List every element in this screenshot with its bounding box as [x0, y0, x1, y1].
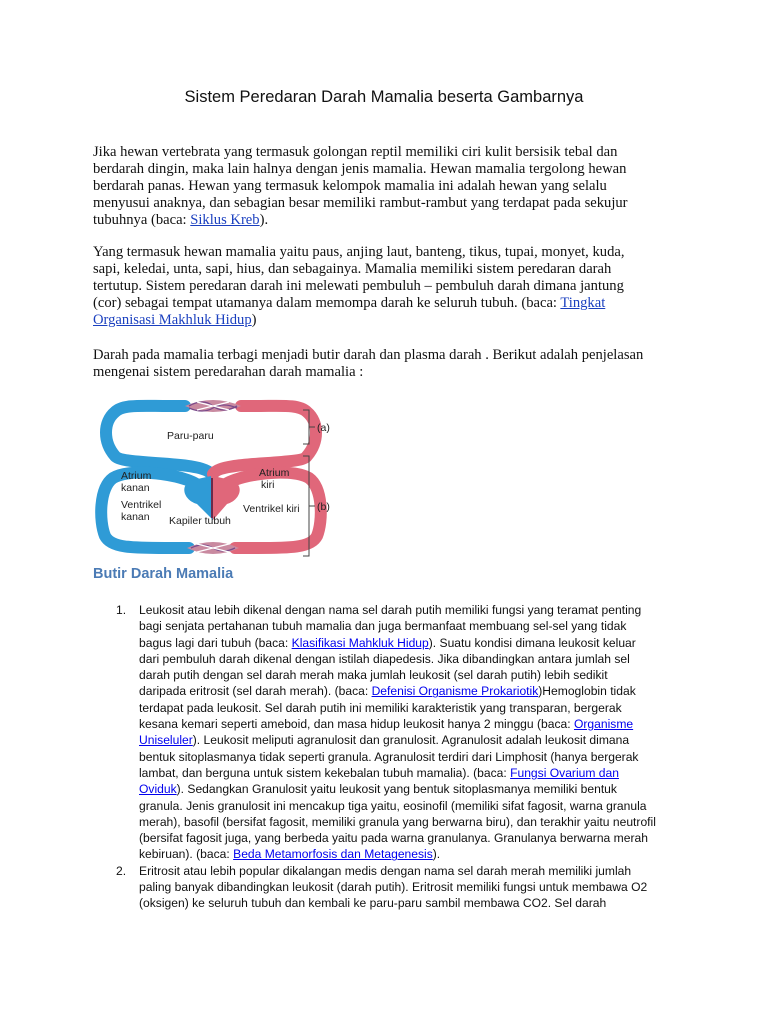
list-text: ). — [432, 847, 441, 862]
paragraph-intro — [93, 144, 653, 229]
link-ovarium[interactable]: Fungsi Ovarium dan Oviduk — [139, 765, 619, 797]
list-number: 1. — [116, 603, 127, 617]
list-text: ). Leukosit meliputi agranulosit dan granulosit. Agranulosit adalah leukosit dimana bentuk sitoplasmanya tidak seperti granula. Agranulosit terdiri dari Limphosit (hanya bergerak lambat, dan berguna untuk sistem kekebalan tubuh mamalia). (baca: — [139, 733, 639, 780]
paragraph-text-end: ) — [251, 312, 257, 328]
pulmonary-vessel-red — [213, 406, 316, 474]
link-tingkat-organisasi[interactable]: Tingkat Organisasi Makhluk Hidup — [93, 295, 606, 328]
link-prokariotik[interactable]: Defenisi Organisme Prokariotik — [371, 684, 539, 699]
paragraph-text: Jika hewan vertebrata yang termasuk golongan reptil memiliki ciri kulit bersisik tebal dan berdarah dingin, maka lain halnya dengan jenis mamalia. Hewan mamalia tergolong hewan berdarah panas. Hewan yang termasuk kelompok mamalia ini adalah hewan yang selalu menyusui anaknya, dan sebagian besar memiliki rambut-rambut yang terdapat pada sekujur tubuhnya (baca: — [93, 144, 628, 228]
paragraph-mammal-types — [93, 244, 653, 329]
label-lungs: Paru-paru — [167, 430, 214, 442]
link-uniseluler[interactable]: Organisme Uniseluler — [139, 717, 634, 748]
label-left-ventricle: Ventrikel kiri — [243, 503, 300, 515]
list-text: ). Suatu kondisi dimana leukosit keluar dari pembuluh darah dikenal dengan istilah diapedesis. Jika dibandingkan antara jumlah sel darah putih dengan sel darah merah maka jumlah leukosit (sel darah putih) lebih sedikit daripada eritrosit (sel darah merah). (baca: — [139, 635, 636, 699]
heart-right-side — [184, 476, 213, 520]
paragraph-text-end: ). — [259, 212, 269, 228]
list-text: Leukosit atau lebih dikenal dengan nama sel darah putih memiliki fungsi yang teramat penting bagi senjata pertahanan tubuh mamalia dan juga bermanfaat membuang sel-sel yang tidak bagus lagi dari tubuh (baca: — [139, 603, 642, 650]
page-title: Sistem Peredaran Darah Mamalia beserta Gambarnya — [184, 88, 584, 106]
list-text: Eritrosit atau lebih popular dikalangan medis dengan nama sel darah merah memiliki jumlah paling banyak dibandingkan leukosit (darah putih). Eritrosit memiliki fungsi untuk membawa O2 (oksigen) ke seluruh tubuh dan kembali ke paru-paru sambil membawa CO2. Sel darah — [139, 863, 648, 911]
label-right-ventricle: Ventrikel — [121, 499, 162, 511]
list-item — [96, 602, 656, 863]
label-a: (a) — [317, 422, 330, 434]
label-right-atrium-2: kanan — [121, 482, 150, 494]
label-body-capillary: Kapiler tubuh — [169, 515, 231, 527]
list-text: ). Sedangkan Granulosit yaitu leukosit yang bentuk sitoplasmanya memiliki bentuk granula. Jenis granulosit ini mencakup tiga yaitu, eosinofil (memiliki sifat fagosit, warna granula merah), basofil (bersifat fagosit, memiliki granula yang berwarna biru), dan terakhir yaitu neutrofil (bersifat fagosit juga, yang berbeda yaitu pada warna granulanya. Granulanya berwarna merah kebiruan). (baca: — [139, 782, 656, 862]
link-klasifikasi[interactable]: Klasifikasi Mahkluk Hidup — [291, 635, 429, 650]
label-right-atrium: Atrium — [121, 470, 152, 482]
section-heading: Butir Darah Mamalia — [93, 566, 234, 582]
label-right-ventricle-2: kanan — [121, 511, 150, 523]
label-b: (b) — [317, 501, 330, 513]
circulation-diagram — [93, 396, 338, 561]
link-siklus-kreb[interactable]: Siklus Kreb — [190, 212, 260, 228]
heart-left-side — [213, 476, 240, 520]
label-left-atrium: Atrium — [259, 467, 290, 479]
list-number: 2. — [116, 863, 127, 878]
list-item — [96, 863, 656, 912]
paragraph-text: Yang termasuk hewan mamalia yaitu paus, anjing laut, banteng, tikus, tupai, monyet, kuda, sapi, keledai, unta, sapi, hius, dan sebagainya. Mamalia memiliki sistem peredaran darah tertutup. Sistem peredaran darah ini melewati pembuluh – pembuluh darah dimana jantung (cor) sebagai tempat utamanya dalam memompa darah ke seluruh tubuh. (baca: — [93, 244, 625, 311]
paragraph-blood-parts: Darah pada mamalia terbagi menjadi butir darah dan plasma darah . Berikut adalah penjelasan mengenai sistem peredarahan darah mamalia : — [93, 347, 644, 380]
blood-cell-list — [96, 602, 656, 912]
list-text: )Hemoglobin tidak terdapat pada leukosit. Sel darah putih ini memiliki karakteristik yang transparan, bergerak kesana kemari seperti ameboid, dan masa hidup leukosit hanya 2 minggu (baca: — [139, 684, 636, 732]
label-left-atrium-2: kiri — [261, 479, 275, 491]
link-metamorfosis[interactable]: Beda Metamorfosis dan Metagenesis — [233, 847, 433, 862]
